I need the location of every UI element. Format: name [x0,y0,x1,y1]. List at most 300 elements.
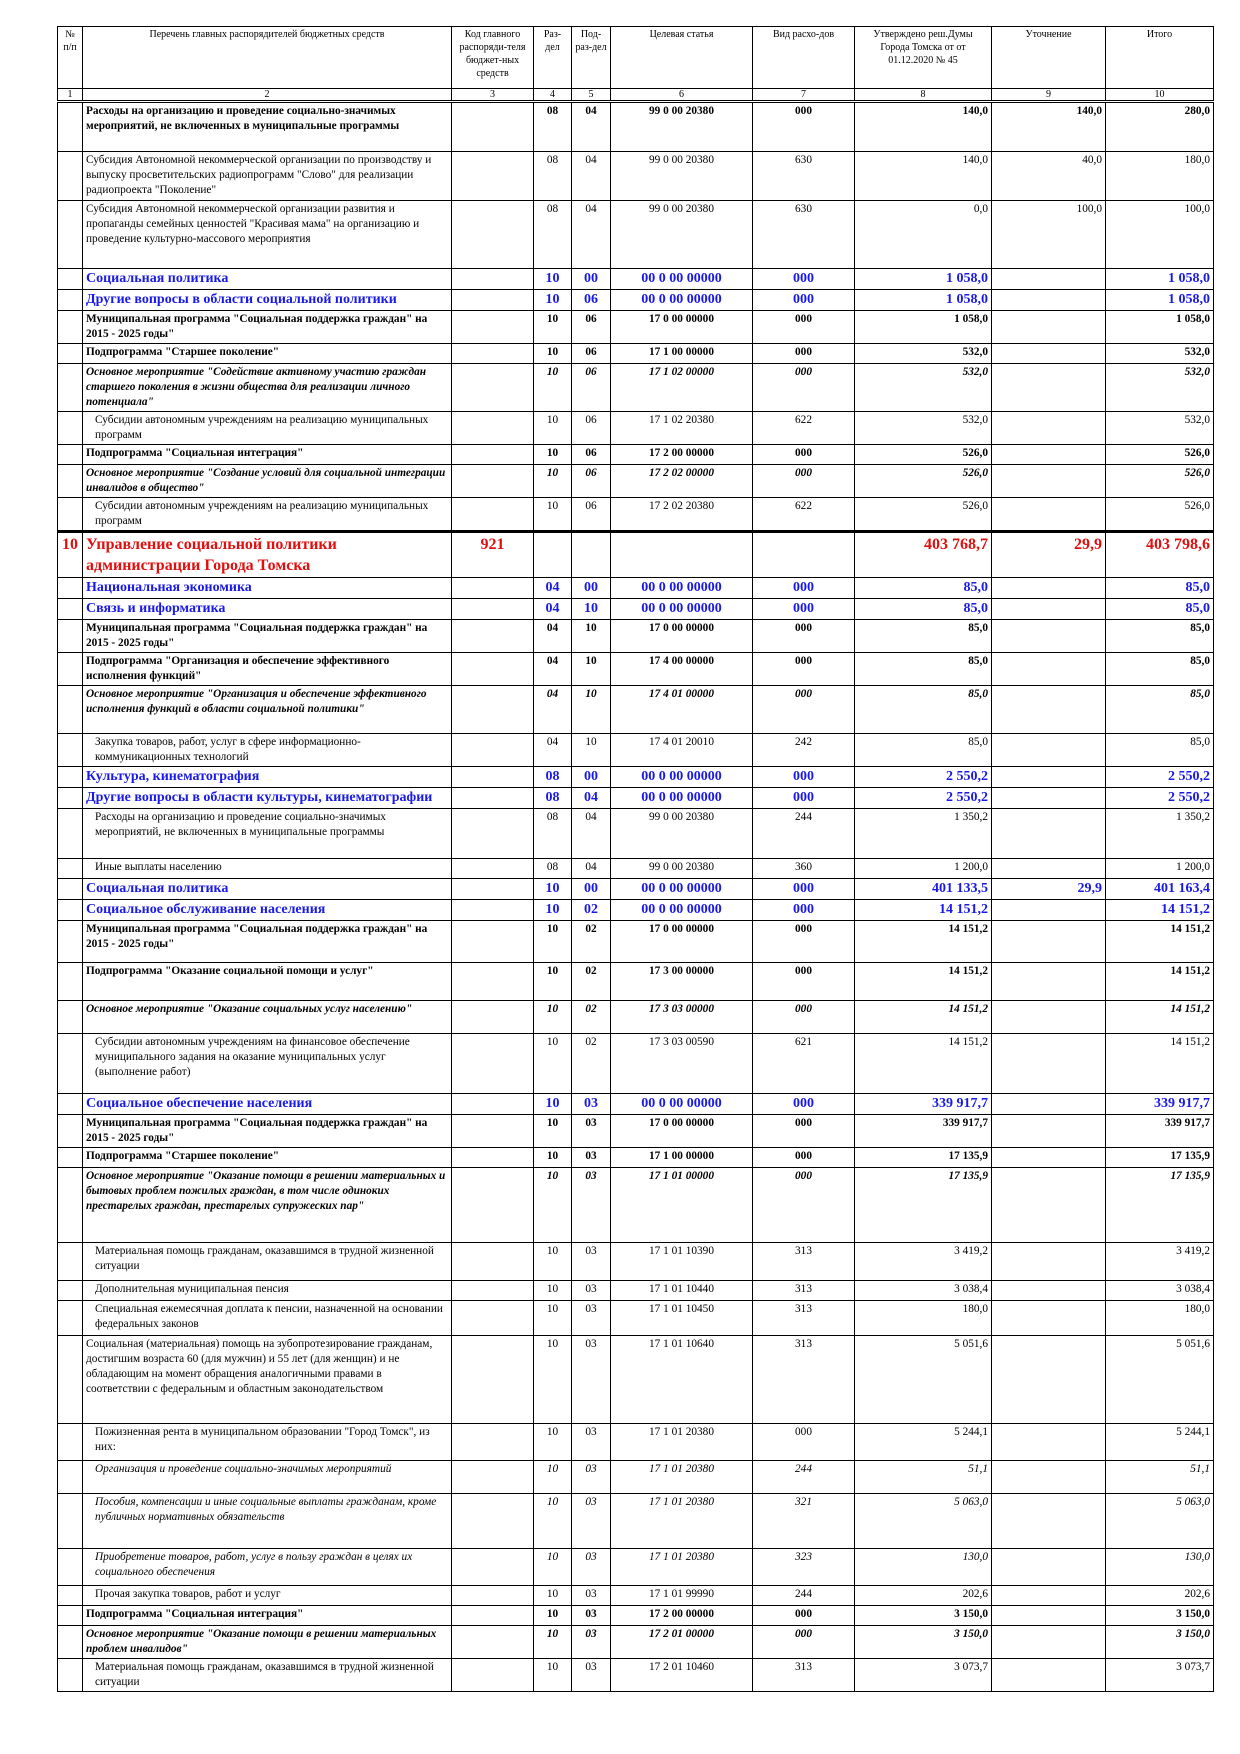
admin-code [452,686,534,734]
section-code: 10 [534,921,572,963]
approved-amount: 1 058,0 [855,311,992,344]
target-item-code: 17 4 00 00000 [611,653,753,686]
total-amount: 85,0 [1106,686,1214,734]
expense-type-code: 000 [753,1115,855,1148]
subsection-code: 03 [572,1586,611,1606]
section-code: 10 [534,465,572,498]
row-number [58,290,83,311]
adjustment-amount [992,412,1106,445]
subsection-code: 03 [572,1424,611,1461]
row-number [58,1001,83,1034]
admin-code [452,859,534,879]
approved-amount: 5 051,6 [855,1336,992,1424]
section-code: 08 [534,102,572,152]
row-number [58,1586,83,1606]
table-row [58,412,1214,445]
expense-type-code [753,532,855,578]
total-amount: 3 150,0 [1106,1626,1214,1659]
col-number: 9 [992,89,1106,102]
item-name: Муниципальная программа "Социальная поддержка граждан" на 2015 - 2025 годы" [83,1115,452,1148]
admin-code [452,311,534,344]
target-item-code: 17 3 03 00000 [611,1001,753,1034]
section-code: 10 [534,269,572,290]
subsection-code: 06 [572,290,611,311]
total-amount: 280,0 [1106,102,1214,152]
adjustment-amount [992,1424,1106,1461]
item-name: Социальное обеспечение населения [83,1094,452,1115]
subsection-code: 03 [572,1659,611,1692]
item-name: Основное мероприятие "Оказание помощи в решении материальных и бытовых проблем пожилых граждан, в том числе одиноких престарелых граждан, престарелых супружеских пар" [83,1168,452,1243]
table-row [58,465,1214,498]
section-row [58,767,1214,788]
target-item-code: 17 1 01 00000 [611,1168,753,1243]
adjustment-amount [992,1586,1106,1606]
total-amount: 2 550,2 [1106,788,1214,809]
expense-type-code: 313 [753,1301,855,1336]
total-amount: 532,0 [1106,364,1214,412]
expense-type-code: 000 [753,102,855,152]
target-item-code: 00 0 00 00000 [611,900,753,921]
item-name: Иные выплаты населению [83,859,452,879]
total-amount: 85,0 [1106,620,1214,653]
section-code: 10 [534,1094,572,1115]
total-amount: 5 244,1 [1106,1424,1214,1461]
admin-code [452,102,534,152]
approved-amount: 5 063,0 [855,1494,992,1549]
expense-type-code: 000 [753,879,855,900]
subsection-code: 06 [572,364,611,412]
total-amount: 5 051,6 [1106,1336,1214,1424]
section-code: 10 [534,1606,572,1626]
approved-amount: 532,0 [855,364,992,412]
row-number [58,201,83,269]
subsection-code: 04 [572,201,611,269]
section-code: 10 [534,1281,572,1301]
row-number [58,1461,83,1494]
admin-code [452,620,534,653]
approved-amount: 532,0 [855,412,992,445]
section-row [58,599,1214,620]
section-code: 10 [534,1586,572,1606]
section-code: 10 [534,1168,572,1243]
adjustment-amount [992,1281,1106,1301]
row-number [58,620,83,653]
subsection-code: 03 [572,1606,611,1626]
row-number [58,1606,83,1626]
approved-amount: 1 058,0 [855,269,992,290]
approved-amount: 3 419,2 [855,1243,992,1281]
total-amount: 526,0 [1106,465,1214,498]
admin-code [452,1168,534,1243]
target-item-code: 99 0 00 20380 [611,102,753,152]
adjustment-amount [992,311,1106,344]
approved-amount: 14 151,2 [855,1001,992,1034]
total-amount: 14 151,2 [1106,900,1214,921]
target-item-code: 17 2 00 00000 [611,445,753,465]
expense-type-code: 000 [753,653,855,686]
expense-type-code: 000 [753,599,855,620]
adjustment-amount: 29,9 [992,532,1106,578]
table-row [58,921,1214,963]
admin-code [452,445,534,465]
table-header [58,27,1214,102]
total-amount: 532,0 [1106,344,1214,364]
col-header-total: Итого [1106,27,1214,89]
approved-amount: 5 244,1 [855,1424,992,1461]
target-item-code: 00 0 00 00000 [611,269,753,290]
table-row [58,653,1214,686]
table-row [58,1494,1214,1549]
expense-type-code: 000 [753,767,855,788]
item-name: Подпрограмма "Социальная интеграция" [83,445,452,465]
subsection-code: 06 [572,311,611,344]
total-amount: 3 150,0 [1106,1606,1214,1626]
expense-type-code: 000 [753,788,855,809]
row-number [58,445,83,465]
subsection-code: 10 [572,599,611,620]
total-amount: 1 350,2 [1106,809,1214,859]
row-number [58,1094,83,1115]
expense-type-code: 000 [753,686,855,734]
admin-code [452,900,534,921]
budget-table-page [57,26,1213,1692]
section-code: 10 [534,900,572,921]
table-row [58,152,1214,201]
admin-code [452,963,534,1001]
table-row [58,734,1214,767]
table-row [58,686,1214,734]
subsection-code [572,532,611,578]
approved-amount: 3 150,0 [855,1606,992,1626]
section-code: 10 [534,1494,572,1549]
col-header-subsection: Под-раз-дел [572,27,611,89]
expense-type-code: 000 [753,1606,855,1626]
table-row [58,1606,1214,1626]
admin-code [452,344,534,364]
row-number [58,1115,83,1148]
total-amount: 85,0 [1106,578,1214,599]
admin-code [452,152,534,201]
row-number [58,578,83,599]
col-number: 3 [452,89,534,102]
admin-code [452,767,534,788]
item-name: Основное мероприятие "Организация и обеспечение эффективного исполнения функций в области социальной политики" [83,686,452,734]
row-number [58,1148,83,1168]
adjustment-amount [992,1494,1106,1549]
item-name: Пособия, компенсации и иные социальные выплаты гражданам, кроме публичных нормативных обязательств [83,1494,452,1549]
admin-code [452,290,534,311]
section-code: 10 [534,1461,572,1494]
admin-code [452,734,534,767]
col-header-section: Раз-дел [534,27,572,89]
row-number [58,311,83,344]
row-number [58,269,83,290]
col-header-target-item: Целевая статья [611,27,753,89]
target-item-code: 17 2 01 00000 [611,1626,753,1659]
target-item-code: 17 3 00 00000 [611,963,753,1001]
adjustment-amount [992,1549,1106,1586]
row-number [58,1336,83,1424]
admin-code [452,1336,534,1424]
col-number: 8 [855,89,992,102]
adjustment-amount [992,1243,1106,1281]
section-code: 04 [534,734,572,767]
row-number [58,1168,83,1243]
approved-amount: 401 133,5 [855,879,992,900]
col-header-expense-type: Вид расхо-дов [753,27,855,89]
expense-type-code: 000 [753,290,855,311]
total-amount: 180,0 [1106,152,1214,201]
section-row [58,269,1214,290]
target-item-code: 00 0 00 00000 [611,578,753,599]
section-code: 10 [534,311,572,344]
admin-code [452,1586,534,1606]
total-amount: 339 917,7 [1106,1094,1214,1115]
target-item-code: 17 2 01 10460 [611,1659,753,1692]
item-name: Муниципальная программа "Социальная поддержка граждан" на 2015 - 2025 годы" [83,620,452,653]
row-number [58,1494,83,1549]
approved-amount: 14 151,2 [855,1034,992,1094]
col-number: 7 [753,89,855,102]
target-item-code: 17 1 01 20380 [611,1424,753,1461]
item-name: Другие вопросы в области социальной политики [83,290,452,311]
section-code: 10 [534,1115,572,1148]
subsection-code: 03 [572,1626,611,1659]
adjustment-amount [992,900,1106,921]
item-name: Расходы на организацию и проведение социально-значимых мероприятий, не включенных в муниципальные программы [83,809,452,859]
section-code: 10 [534,879,572,900]
table-row [58,102,1214,152]
item-name: Субсидии автономным учреждениям на финансовое обеспечение муниципального задания на оказание муниципальных услуг (выполнение работ) [83,1034,452,1094]
approved-amount: 130,0 [855,1549,992,1586]
item-name: Муниципальная программа "Социальная поддержка граждан" на 2015 - 2025 годы" [83,311,452,344]
admin-code [452,1549,534,1586]
approved-amount: 140,0 [855,102,992,152]
expense-type-code: 000 [753,311,855,344]
adjustment-amount [992,1626,1106,1659]
item-name: Закупка товаров, работ, услуг в сфере информационно-коммуникационных технологий [83,734,452,767]
approved-amount: 51,1 [855,1461,992,1494]
total-amount: 1 058,0 [1106,269,1214,290]
section-code: 10 [534,1659,572,1692]
total-amount: 85,0 [1106,653,1214,686]
expense-type-code: 000 [753,1424,855,1461]
section-code: 10 [534,344,572,364]
subsection-code: 02 [572,921,611,963]
total-amount: 339 917,7 [1106,1115,1214,1148]
table-row [58,1336,1214,1424]
row-number [58,412,83,445]
table-row [58,1549,1214,1586]
target-item-code: 99 0 00 20380 [611,152,753,201]
item-name: Субсидия Автономной некоммерческой организации по производству и выпуску просветительских радиопрограмм "Слово" для реализации радиопроекта "Поколение" [83,152,452,201]
target-item-code: 00 0 00 00000 [611,767,753,788]
item-name: Социальное обслуживание населения [83,900,452,921]
adjustment-amount [992,344,1106,364]
table-row [58,620,1214,653]
total-amount: 526,0 [1106,498,1214,532]
adjustment-amount: 140,0 [992,102,1106,152]
subsection-code: 06 [572,465,611,498]
item-name: Материальная помощь гражданам, оказавшимся в трудной жизненной ситуации [83,1659,452,1692]
approved-amount: 3 073,7 [855,1659,992,1692]
item-name: Связь и информатика [83,599,452,620]
adjustment-amount [992,269,1106,290]
col-number: 4 [534,89,572,102]
approved-amount: 14 151,2 [855,900,992,921]
section-code: 08 [534,859,572,879]
target-item-code: 17 1 01 20380 [611,1461,753,1494]
department-row [58,532,1214,578]
section-code: 04 [534,578,572,599]
subsection-code: 00 [572,269,611,290]
row-number [58,879,83,900]
target-item-code: 17 2 00 00000 [611,1606,753,1626]
row-number [58,1549,83,1586]
subsection-code: 03 [572,1301,611,1336]
row-number [58,921,83,963]
subsection-code: 03 [572,1494,611,1549]
row-number [58,734,83,767]
approved-amount: 339 917,7 [855,1094,992,1115]
subsection-code: 04 [572,152,611,201]
row-number [58,599,83,620]
admin-code [452,1001,534,1034]
item-name: Подпрограмма "Оказание социальной помощи и услуг" [83,963,452,1001]
admin-code [452,465,534,498]
target-item-code: 99 0 00 20380 [611,859,753,879]
subsection-code: 06 [572,498,611,532]
section-code: 08 [534,788,572,809]
expense-type-code: 621 [753,1034,855,1094]
expense-type-code: 313 [753,1659,855,1692]
total-amount: 51,1 [1106,1461,1214,1494]
total-amount: 85,0 [1106,599,1214,620]
admin-code: 921 [452,532,534,578]
adjustment-amount [992,1001,1106,1034]
target-item-code: 17 1 01 10440 [611,1281,753,1301]
section-code: 04 [534,653,572,686]
adjustment-amount [992,859,1106,879]
expense-type-code: 000 [753,578,855,599]
total-amount: 17 135,9 [1106,1168,1214,1243]
row-number [58,102,83,152]
target-item-code: 17 1 00 00000 [611,344,753,364]
admin-code [452,1461,534,1494]
admin-code [452,1243,534,1281]
adjustment-amount [992,1336,1106,1424]
row-number [58,152,83,201]
column-number-row [58,89,1214,102]
expense-type-code: 244 [753,1461,855,1494]
subsection-code: 06 [572,445,611,465]
item-name: Национальная экономика [83,578,452,599]
admin-code [452,1301,534,1336]
subsection-code: 10 [572,620,611,653]
budget-table [57,26,1214,1692]
subsection-code: 02 [572,1001,611,1034]
subsection-code: 04 [572,788,611,809]
item-name: Основное мероприятие "Оказание социальных услуг населению" [83,1001,452,1034]
section-code: 10 [534,1034,572,1094]
expense-type-code: 313 [753,1336,855,1424]
admin-code [452,364,534,412]
admin-code [452,1626,534,1659]
table-row [58,1424,1214,1461]
adjustment-amount [992,1659,1106,1692]
target-item-code: 17 1 01 10390 [611,1243,753,1281]
approved-amount: 532,0 [855,344,992,364]
section-code: 04 [534,620,572,653]
expense-type-code: 244 [753,809,855,859]
approved-amount: 14 151,2 [855,963,992,1001]
total-amount: 180,0 [1106,1301,1214,1336]
target-item-code: 17 1 01 20380 [611,1549,753,1586]
approved-amount: 85,0 [855,686,992,734]
target-item-code: 99 0 00 20380 [611,201,753,269]
target-item-code: 17 4 01 00000 [611,686,753,734]
item-name: Дополнительная муниципальная пенсия [83,1281,452,1301]
total-amount: 14 151,2 [1106,921,1214,963]
section-code: 10 [534,1336,572,1424]
target-item-code: 17 1 00 00000 [611,1148,753,1168]
item-name: Муниципальная программа "Социальная поддержка граждан" на 2015 - 2025 годы" [83,921,452,963]
target-item-code: 00 0 00 00000 [611,879,753,900]
item-name: Основное мероприятие "Оказание помощи в решении материальных проблем инвалидов" [83,1626,452,1659]
expense-type-code: 000 [753,445,855,465]
admin-code [452,269,534,290]
admin-code [452,653,534,686]
expense-type-code: 000 [753,1168,855,1243]
approved-amount: 0,0 [855,201,992,269]
section-code: 04 [534,599,572,620]
section-code: 10 [534,290,572,311]
target-item-code: 17 1 02 00000 [611,364,753,412]
admin-code [452,1148,534,1168]
row-number [58,498,83,532]
target-item-code [611,532,753,578]
expense-type-code: 323 [753,1549,855,1586]
row-number [58,1424,83,1461]
total-amount: 202,6 [1106,1586,1214,1606]
target-item-code: 17 2 02 20380 [611,498,753,532]
subsection-code: 02 [572,900,611,921]
admin-code [452,1094,534,1115]
expense-type-code: 313 [753,1243,855,1281]
target-item-code: 17 0 00 00000 [611,311,753,344]
total-amount: 1 058,0 [1106,290,1214,311]
expense-type-code: 244 [753,1586,855,1606]
table-row [58,1168,1214,1243]
row-number [58,1301,83,1336]
approved-amount: 85,0 [855,620,992,653]
item-name: Социальная (материальная) помощь на зубопротезирование гражданам, достигшим возраста 60 (для мужчин) и 55 лет (для женщин) и не обладающим на момент обращения аналогичными правами в соответствии с федеральным и областным законодательством [83,1336,452,1424]
adjustment-amount [992,1148,1106,1168]
section-code: 10 [534,1243,572,1281]
total-amount: 1 058,0 [1106,311,1214,344]
target-item-code: 00 0 00 00000 [611,1094,753,1115]
subsection-code: 04 [572,809,611,859]
row-number [58,859,83,879]
subsection-code: 02 [572,963,611,1001]
target-item-code: 00 0 00 00000 [611,290,753,311]
expense-type-code: 000 [753,1001,855,1034]
section-code: 08 [534,201,572,269]
section-code: 10 [534,445,572,465]
admin-code [452,412,534,445]
expense-type-code: 622 [753,498,855,532]
item-name: Социальная политика [83,269,452,290]
